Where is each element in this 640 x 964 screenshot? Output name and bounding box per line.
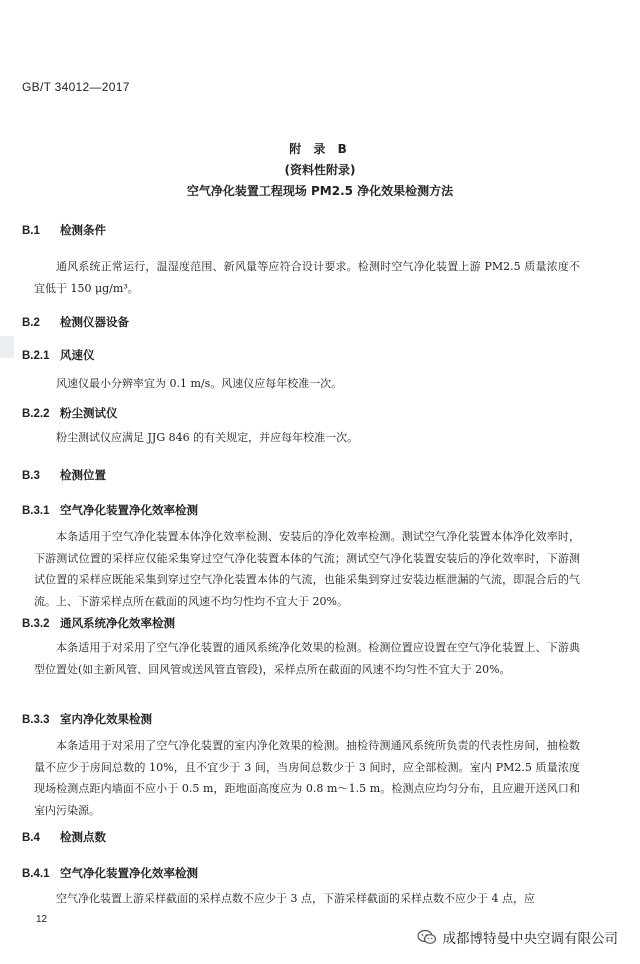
section-number: B.3.1 <box>22 505 50 517</box>
section-number: B.4 <box>22 832 40 844</box>
section-number: B.3.2 <box>22 618 50 630</box>
annex-label: 附 录 B <box>289 142 351 156</box>
section-number: B.2 <box>22 317 40 329</box>
section-number: B.4.1 <box>22 868 50 880</box>
annex-type: (资料性附录) <box>284 163 356 177</box>
section-heading-b4 <box>22 829 106 845</box>
section-heading-b3 <box>22 467 106 483</box>
section-number: B.2.2 <box>22 408 50 420</box>
section-title: 通风系统净化效率检测 <box>60 616 175 630</box>
section-title: 检测条件 <box>60 223 106 237</box>
wechat-icon <box>417 929 437 945</box>
section-heading-b1 <box>22 222 106 238</box>
section-number: B.3 <box>22 470 40 482</box>
annex-title: 空气净化装置工程现场 PM2.5 净化效果检测方法 <box>186 184 454 198</box>
section-heading-b41 <box>22 865 198 881</box>
standard-code: GB/T 34012—2017 <box>22 80 130 94</box>
paragraph-b22: 粉尘测试仪应满足 JJG 846 的有关规定，并应每年校准一次。 <box>56 431 359 444</box>
section-title: 检测点数 <box>60 830 106 844</box>
section-title: 风速仪 <box>60 348 95 362</box>
section-heading-b2 <box>22 314 129 330</box>
watermark-text: 成都博特曼中央空调有限公司 <box>442 931 618 947</box>
paragraph-b31: 本条适用于空气净化装置本体净化效率检测、安装后的净化效率检测。测试空气净化装置本体净化效率时，下游测试位置的采样应仅能采集穿过空气净化装置本体的气流；测试空气净化装置安装后的净化效率时，下游测试位置的采样应既能采集到穿过空气净化装置本体的气流，也能采集到穿过安装边框泄漏的气流，即混合后的气流。上、下游采样点所在截面的风速不均匀性均不宜大于 20%。 <box>34 530 580 608</box>
paragraph-b33: 本条适用于对采用了空气净化装置的室内净化效果的检测。抽检待测通风系统所负责的代表性房间，抽检数量不应少于房间总数的 10%，且不宜少于 3 间，当房间总数少于 3 间时，应全部检测。室内 PM2.5 质量浓度现场检测点距内墙面不应小于 0.5 m，距地面高度应为 0.8 m～1.5 m。检测点应均匀分布，且应避开送风口和室内污染源。 <box>34 739 580 817</box>
section-heading-b32 <box>22 615 175 631</box>
paragraph-b21: 风速仪最小分辨率宜为 0.1 m/s。风速仪应每年校准一次。 <box>56 377 343 390</box>
section-title: 空气净化装置净化效率检测 <box>60 866 198 880</box>
section-title: 检测仪器设备 <box>60 315 129 329</box>
paragraph-b32: 本条适用于对采用了空气净化装置的通风系统净化效果的检测。检测位置应设置在空气净化装置上、下游典型位置处(如主新风管、回风管或送风管直管段)，采样点所在截面的风速不均匀性不宜大于 20%。 <box>34 641 580 676</box>
section-heading-b33 <box>22 711 152 727</box>
section-number: B.3.3 <box>22 714 50 726</box>
edge-mark <box>0 336 14 358</box>
section-heading-b22 <box>22 405 118 421</box>
paragraph-b41: 空气净化装置上游采样截面的采样点数不应少于 3 点，下游采样截面的采样点数不应少于 4 点，应 <box>56 892 535 905</box>
paragraph-b1: 通风系统正常运行，温湿度范围、新风量等应符合设计要求。检测时空气净化装置上游 PM2.5 质量浓度不宜低于 150 μg/m³。 <box>34 260 580 295</box>
section-number: B.1 <box>22 225 40 237</box>
section-title: 粉尘测试仪 <box>60 406 118 420</box>
section-heading-b21 <box>22 347 95 363</box>
section-heading-b31 <box>22 502 198 518</box>
watermark <box>417 927 619 947</box>
section-title: 检测位置 <box>60 468 106 482</box>
section-title: 室内净化效果检测 <box>60 712 152 726</box>
section-title: 空气净化装置净化效率检测 <box>60 503 198 517</box>
section-number: B.2.1 <box>22 350 50 362</box>
page-number: 12 <box>36 914 48 925</box>
